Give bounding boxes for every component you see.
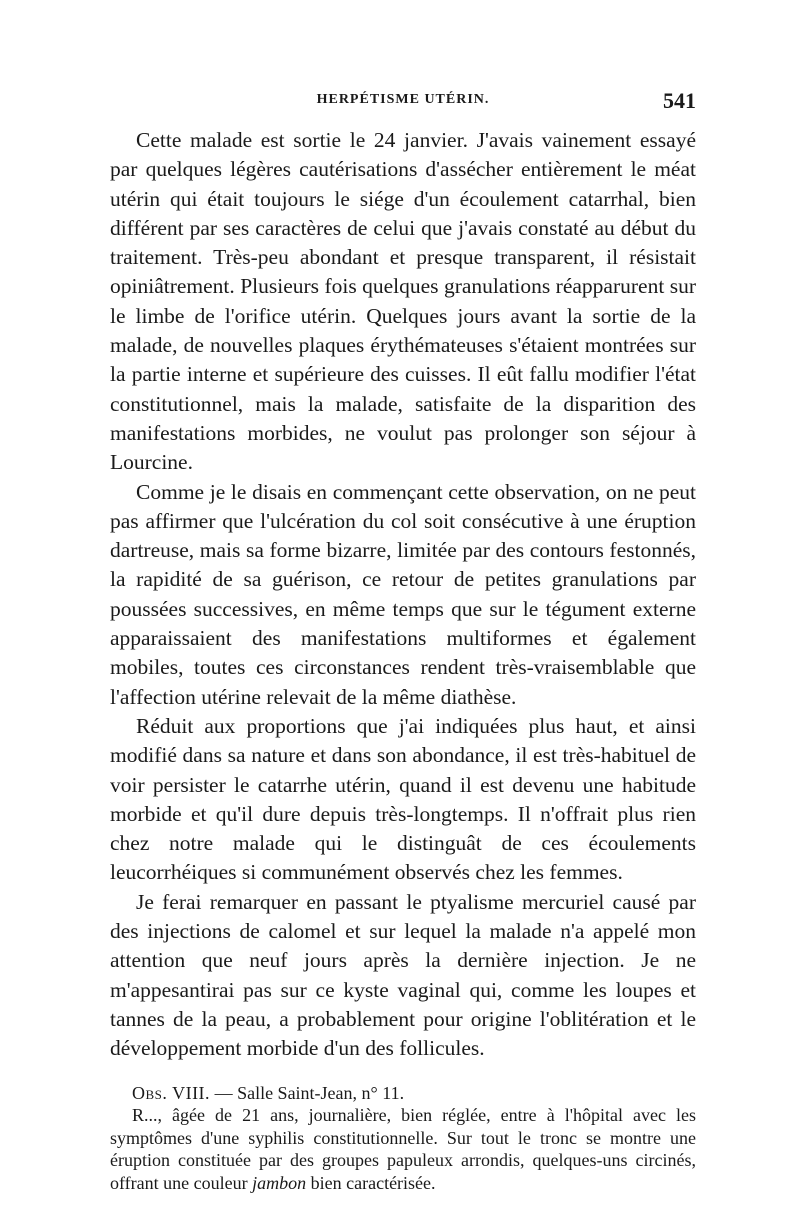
observation-body-end: bien caractérisée. bbox=[306, 1172, 436, 1193]
observation-location: — Salle Saint-Jean, n° 11. bbox=[210, 1082, 405, 1103]
book-page bbox=[110, 88, 696, 1194]
running-header bbox=[110, 88, 696, 126]
page-number: 541 bbox=[663, 88, 696, 113]
observation-heading bbox=[110, 1082, 696, 1105]
observation-label: Obs. VIII. bbox=[132, 1082, 211, 1103]
observation-body-italic: jambon bbox=[252, 1172, 307, 1193]
paragraph-2: Comme je le disais en commençant cette observation, on ne peut pas affirmer que l'ulcération du col soit consécutive à une éruption dartreuse, mais sa forme bizarre, limitée par des contours festonnés, la rapidité de sa guérison, ce retour de petites granulations par poussées successives, en même temps que sur le tégument externe apparaissaient des manifestations multiformes et également mobiles, toutes ces circonstances rendent très-vraisemblable que l'affection utérine relevait de la même diathèse. bbox=[110, 479, 696, 709]
paragraph-1: Cette malade est sortie le 24 janvier. J'avais vainement essayé par quelques légères cautérisations d'assécher entièrement le méat utérin qui était toujours le siége d'un écoulement catarrhal, bien différent par ses caractères de celui que j'avais constaté au début du traitement. Très-peu abondant et presque transparent, il résistait opiniâtrement. Plusieurs fois quelques granulations réapparurent sur le limbe de l'orifice utérin. Quelques jours avant la sortie de la malade, de nouvelles plaques érythémateuses s'étaient montrées sur la partie interne et supérieure des cuisses. Il eût fallu modifier l'état constitutionnel, mais la malade, satisfaite de la disparition des manifestations morbides, ne voulut pas prolonger son séjour à Lourcine. bbox=[110, 128, 696, 475]
paragraph-3: Réduit aux proportions que j'ai indiquées plus haut, et ainsi modifié dans sa nature et dans son abondance, il est très-habituel de voir persister le catarrhe utérin, quand il est devenu une habitude morbide et qu'il dure depuis très-longtemps. Il n'offrait plus rien chez notre malade qui le distinguât de ces écoulements leucorrhéiques si communément observés chez les femmes. bbox=[110, 713, 696, 885]
paragraph-4: Je ferai remarquer en passant le ptyalisme mercuriel causé par des injections de calomel et sur lequel la malade n'a appelé mon attention que neuf jours après la dernière injection. Je ne m'appesantirai pas sur ce kyste vaginal qui, comme les loupes et tannes de la peau, a probablement pour origine l'oblitération et le développement morbide d'un des follicules. bbox=[110, 889, 696, 1061]
observation-body bbox=[110, 1104, 696, 1194]
running-title: HERPÉTISME UTÉRIN. bbox=[316, 92, 490, 107]
observation-block bbox=[110, 1082, 696, 1195]
observation-body-start: R..., âgée de 21 ans, journalière, bien réglée, entre à l'hôpital avec les symptômes d'une syphilis constitutionnelle. Sur tout le tronc se montre une éruption constituée par des groupes papuleux arrondis, quelques-uns circinés, offrant une couleur bbox=[110, 1105, 696, 1193]
